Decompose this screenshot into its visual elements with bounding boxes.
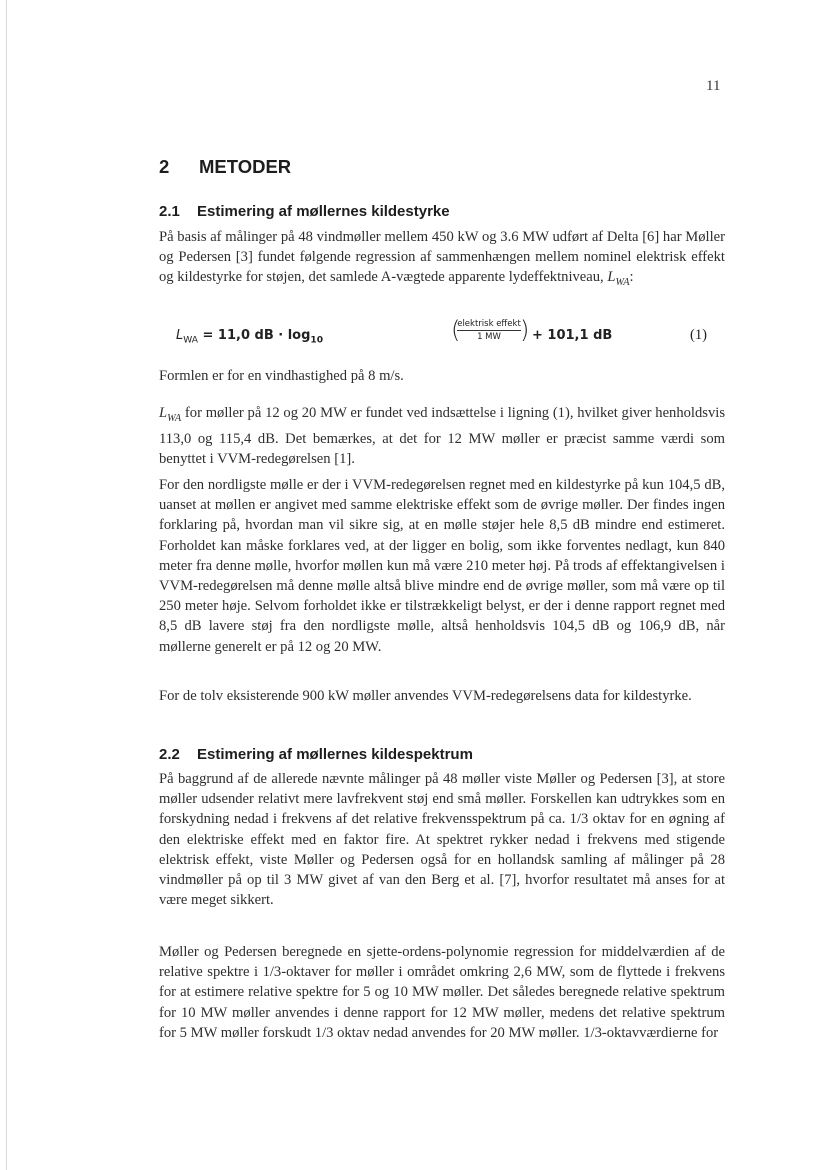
section-number: 2 — [159, 156, 170, 177]
subsection-number: 2.1 — [159, 203, 180, 220]
subsection-title: Estimering af møllernes kildespektrum — [197, 746, 473, 763]
subsection-heading-2-1 — [159, 203, 450, 220]
equation-lhs: $L_{WA} = 11,0$ dB · $\log_{10}$ — [176, 328, 324, 346]
equation-1 — [176, 316, 726, 352]
page-number: 11 — [706, 78, 721, 94]
right-paren: ) — [520, 316, 530, 344]
subsection-title: Estimering af møllernes kildestyrke — [197, 203, 450, 220]
paragraph-existing-turbines: For de tolv eksisterende 900 kW møller anvendes VVM-redegørelsens data for kildestyrke. — [159, 688, 692, 704]
paragraph-northern-turbine: For den nordligste mølle er der i VVM-redegørelsen regnet med en kildestyrke på kun 104,5 dB, uanset at møllen er angivet med samme elektriske effekt som de øvrige møller. Der findes ingen forklaring på, hvordan man vil sikre sig, at en mølle støjer hele 8,5 dB mindre end estimeret. Forholdet kan måske forklares ved, at der ligger en bolig, som ikke forventes nedlagt, kun 840 meter fra denne mølle, hvorfor møllen kun må være 210 meter høj. På trods af effektangivelsen i VVM-redegørelsen må denne mølle altså blive mindre end de øvrige møller, som må være op til 250 meter høje. Selvom forholdet ikke er tilstrækkeligt belyst, er der i denne rapport regnet med 8,5 dB lavere støj fra den nordligste mølle, altså henholdsvis 104,5 dB og 106,9 dB, når møllerne generelt er på 12 og 20 MW. — [159, 477, 725, 655]
paragraph-tail: : — [629, 269, 634, 286]
paragraph-lwa-values — [159, 403, 725, 470]
lwa-symbol: $L_{WA}$ — [159, 405, 182, 424]
paragraph-wind-speed: Formlen er for en vindhastighed på 8 m/s. — [159, 368, 404, 384]
section-heading — [159, 156, 291, 178]
left-paren: ( — [451, 316, 461, 344]
equation-number: (1) — [690, 327, 708, 343]
paragraph-intro — [159, 227, 725, 294]
fraction-numerator: elektrisk effekt — [457, 319, 521, 329]
subsection-heading-2-2 — [159, 746, 473, 763]
subsection-number: 2.2 — [159, 746, 180, 763]
equation-rhs: + 101,1 dB — [532, 328, 613, 343]
page-edge-line — [6, 0, 7, 1170]
section-title: METODER — [199, 156, 292, 177]
paragraph-text: for møller på 12 og 20 MW er fundet ved indsættelse i ligning (1), hvilket giver henholdsvis 113,0 og 115,4 dB. Det bemærkes, at det for 12 MW møller er præcist samme værdi som benyttet i VVM-redegørelsen [1]. — [159, 405, 725, 468]
paragraph-spectrum-shift: På baggrund af de allerede nævnte målinger på 48 møller viste Møller og Pedersen [3], at store møller udsender relativt mere lavfrekvent støj end små møller. Forskellen kan udtrykkes som en forskydning nedad i frekvens af det relative frekvensspektrum på ca. 1/3 oktav for en øgning af den elektriske effekt med en faktor fire. At spektret rykker nedad i frekvens med stigende elektrisk effekt, viste Møller og Pedersen også for en hollandsk samling af målinger på 28 vindmøller på op til 3 MW givet af van den Berg et al. [7], hvorfor resultatet må anses for at være meget sikkert. — [159, 771, 725, 909]
lwa-symbol: $L_{WA}$ — [607, 269, 630, 289]
paragraph-text: På basis af målinger på 48 vindmøller mellem 450 kW og 3.6 MW udført af Delta [6] har Møller og Pedersen [3] fundet følgende regression af sammenhængen mellem nominel elektrisk effekt og kildestyrke for støjen, det samlede A-vægtede apparente lydeffektniveau, — [159, 229, 725, 286]
fraction-denominator: 1 MW — [477, 332, 501, 342]
paragraph-polynomial-regression: Møller og Pedersen beregnede en sjette-ordens-polynomie regression for middelværdien af de relative spektre i 1/3-oktaver for møller i området omkring 2,6 MW, som de flyttede i frekvens for at estimere relative spektre for 5 og 10 MW møller. Det således beregnede relative spektrum for 10 MW møller anvendes i denne rapport for 12 MW møller, medens det relative spektrum for 5 MW møller forskudt 1/3 oktav nedad anvendes for 20 MW møller. 1/3-oktavværdierne for — [159, 944, 725, 1041]
equation-fraction — [457, 319, 521, 342]
